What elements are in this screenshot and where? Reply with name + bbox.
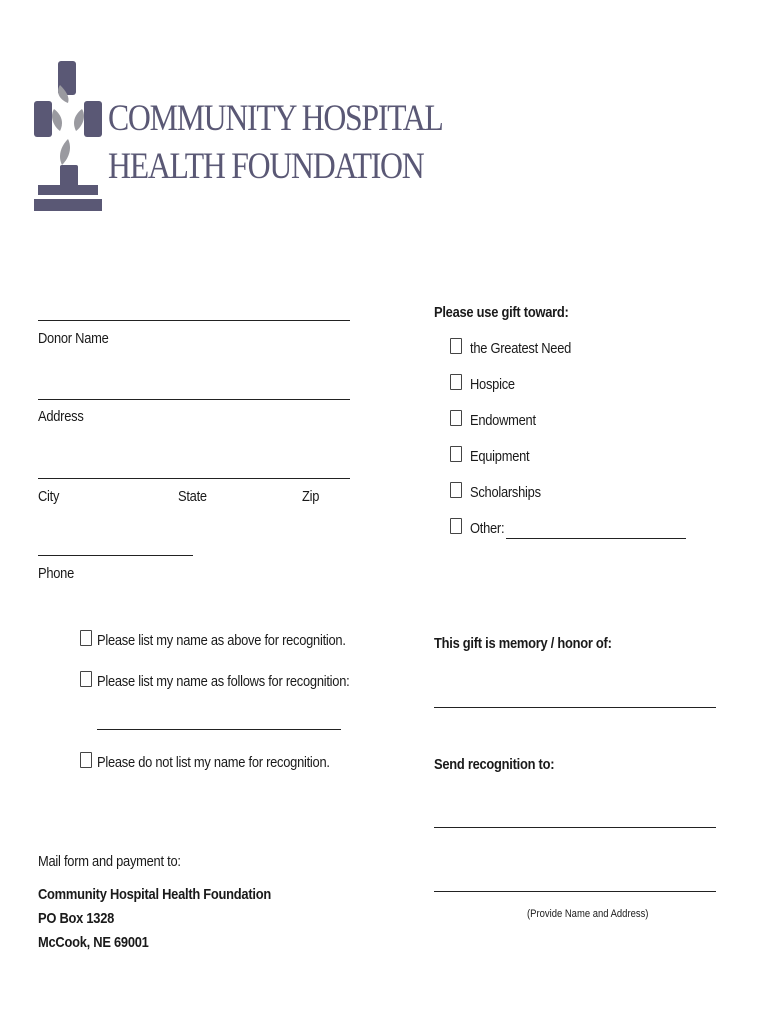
- logo-cross-icon: [30, 55, 110, 215]
- donor-name-line[interactable]: [38, 320, 350, 321]
- mail-label: Mail form and payment to:: [38, 853, 181, 870]
- recognition-option-as-follows: Please list my name as follows for recognition:: [97, 673, 350, 690]
- gift-heading: Please use gift toward:: [434, 304, 569, 321]
- recognition-checkbox-as-above[interactable]: [80, 630, 92, 646]
- gift-option-equipment: Equipment: [470, 448, 530, 465]
- address-line[interactable]: [38, 399, 350, 400]
- send-line-2[interactable]: [434, 891, 716, 892]
- phone-line[interactable]: [38, 555, 193, 556]
- gift-checkbox-scholarships[interactable]: [450, 482, 462, 498]
- memory-heading: This gift is memory / honor of:: [434, 635, 612, 652]
- other-line[interactable]: [506, 538, 686, 539]
- mail-city: McCook, NE 69001: [38, 934, 149, 951]
- recognition-option-do-not-list: Please do not list my name for recognition.: [97, 754, 330, 771]
- mail-org: Community Hospital Health Foundation: [38, 886, 271, 903]
- send-heading: Send recognition to:: [434, 756, 555, 773]
- gift-option-scholarships: Scholarships: [470, 484, 541, 501]
- logo-line2: HEALTH FOUNDATION: [108, 146, 424, 187]
- gift-option-other: Other:: [470, 520, 505, 537]
- send-line-1[interactable]: [434, 827, 716, 828]
- logo-line1: COMMUNITY HOSPITAL: [108, 98, 443, 139]
- mail-box: PO Box 1328: [38, 910, 115, 927]
- gift-option-endowment: Endowment: [470, 412, 536, 429]
- city-state-zip-line[interactable]: [38, 478, 350, 479]
- city-label: City: [38, 488, 60, 505]
- recognition-name-line[interactable]: [97, 729, 341, 730]
- donor-name-label: Donor Name: [38, 330, 109, 347]
- gift-checkbox-greatest-need[interactable]: [450, 338, 462, 354]
- gift-option-greatest-need: the Greatest Need: [470, 340, 572, 357]
- zip-label: Zip: [302, 488, 320, 505]
- gift-checkbox-other[interactable]: [450, 518, 462, 534]
- state-label: State: [178, 488, 207, 505]
- send-note: (Provide Name and Address): [527, 908, 649, 920]
- phone-label: Phone: [38, 565, 75, 582]
- memory-line[interactable]: [434, 707, 716, 708]
- gift-checkbox-equipment[interactable]: [450, 446, 462, 462]
- logo: [30, 55, 443, 215]
- gift-checkbox-endowment[interactable]: [450, 410, 462, 426]
- address-label: Address: [38, 408, 84, 425]
- recognition-option-as-above: Please list my name as above for recognition.: [97, 632, 346, 649]
- recognition-checkbox-as-follows[interactable]: [80, 671, 92, 687]
- gift-option-hospice: Hospice: [470, 376, 515, 393]
- recognition-checkbox-do-not-list[interactable]: [80, 752, 92, 768]
- gift-checkbox-hospice[interactable]: [450, 374, 462, 390]
